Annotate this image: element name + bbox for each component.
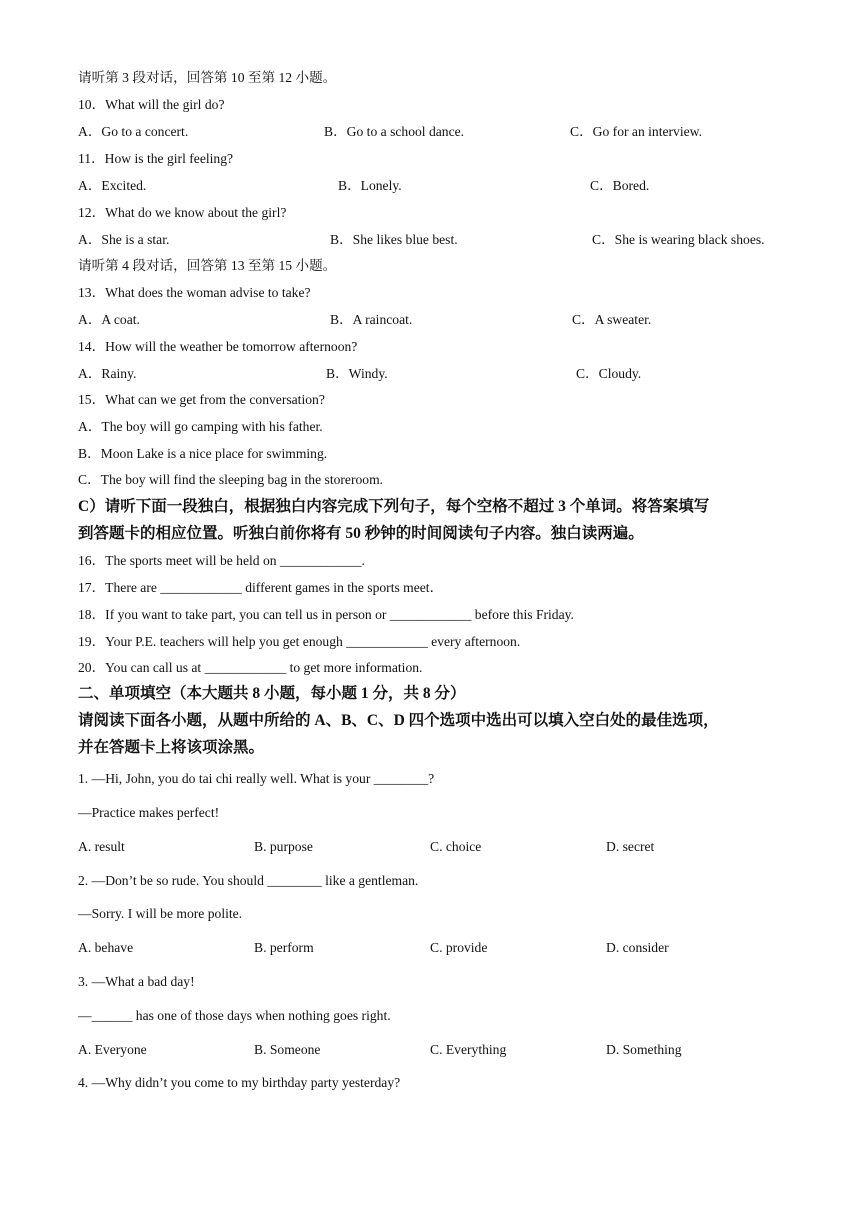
section-c-instruction-1: C）请听下面一段独白，根据独白内容完成下列句子，每个空格不超过 3 个单词。将答案填写 [78,498,710,515]
mc2-option-b: B. perform [254,940,314,955]
mc2-option-c: C. provide [430,940,488,955]
part4-intro: 请听第 4 段对话，回答第 13 至第 15 小题。 [78,258,337,273]
mc3-line-1: 3. —What a bad day! [78,974,195,989]
q13-option-b: B．A raincoat. [330,312,413,327]
q10-option-b: B．Go to a school dance. [324,124,465,139]
mc2-option-a: A. behave [78,940,134,955]
q10-option-a: A．Go to a concert. [78,124,189,139]
section-2-instruction-2: 并在答题卡上将该项涂黑。 [78,739,265,756]
q12-option-a: A．She is a star. [78,232,170,247]
q12-option-b: B．She likes blue best. [330,232,458,247]
q13-option-a: A．A coat. [78,312,140,327]
q14-option-c: C．Cloudy. [576,366,642,381]
q14-stem: 14．How will the weather be tomorrow afternoon? [78,339,358,354]
section-2-instruction-1: 请阅读下面各小题，从题中所给的 A、B、C、D 四个选项中选出可以填入空白处的最佳选项， [78,712,719,729]
q17-sentence: 17．There are ____________ different games in the sports meet． [78,580,444,595]
q11-option-c: C．Bored. [590,178,650,193]
mc4-line-1: 4. —Why didn’t you come to my birthday party yesterday? [78,1075,401,1090]
mc1-option-d: D. secret [606,839,655,854]
q15-option-b: B．Moon Lake is a nice place for swimming. [78,446,328,461]
q14-option-b: B．Windy. [326,366,388,381]
mc3-option-c: C. Everything [430,1042,507,1057]
q20-sentence: 20．You can call us at ____________ to get more information. [78,660,423,675]
mc1-option-b: B. purpose [254,839,313,854]
q12-stem: 12．What do we know about the girl? [78,205,287,220]
q12-option-c: C．She is wearing black shoes. [592,232,765,247]
mc3-line-2: —______ has one of those days when nothing goes right. [78,1008,391,1023]
q11-option-b: B．Lonely. [338,178,402,193]
mc2-line-2: —Sorry. I will be more polite. [78,906,243,921]
q11-stem: 11．How is the girl feeling? [78,151,234,166]
mc3-option-d: D. Something [606,1042,682,1057]
mc1-line-1: 1. —Hi, John, you do tai chi really well. What is your ________? [78,771,435,786]
q16-sentence: 16．The sports meet will be held on ____________. [78,553,365,568]
q14-option-a: A．Rainy. [78,366,137,381]
q19-sentence: 19．Your P.E. teachers will help you get enough ____________ every afternoon. [78,634,521,649]
part3-intro: 请听第 3 段对话，回答第 10 至第 12 小题。 [78,70,337,85]
mc2-line-1: 2. —Don’t be so rude. You should ________ like a gentleman. [78,873,419,888]
section-2-heading: 二、单项填空（本大题共 8 小题，每小题 1 分，共 8 分） [78,685,466,702]
section-c-instruction-2: 到答题卡的相应位置。听独白前你将有 50 秒钟的时间阅读句子内容。独白读两遍。 [78,525,644,542]
mc1-line-2: —Practice makes perfect! [78,805,220,820]
mc2-option-d: D. consider [606,940,669,955]
mc1-option-a: A. result [78,839,125,854]
q18-sentence: 18．If you want to take part, you can tell us in person or ____________ before this Friday. [78,607,574,622]
q13-stem: 13．What does the woman advise to take? [78,285,311,300]
q15-option-a: A．The boy will go camping with his father. [78,419,323,434]
mc3-option-a: A. Everyone [78,1042,147,1057]
mc3-option-b: B. Someone [254,1042,321,1057]
mc1-option-c: C. choice [430,839,482,854]
q10-option-c: C．Go for an interview. [570,124,703,139]
q15-stem: 15．What can we get from the conversation? [78,392,325,407]
q11-option-a: A．Excited. [78,178,147,193]
q13-option-c: C．A sweater. [572,312,652,327]
q15-option-c: C．The boy will find the sleeping bag in the storeroom. [78,472,384,487]
q10-stem: 10．What will the girl do? [78,97,225,112]
